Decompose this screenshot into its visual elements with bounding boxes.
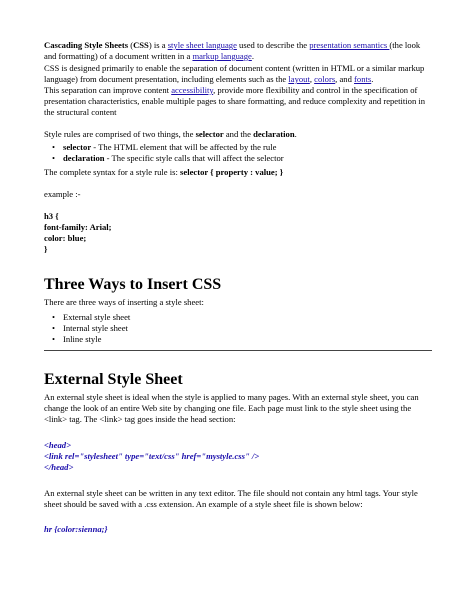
code-line: <link rel="stylesheet" type="text/css" href="mystyle.css" /> [44, 451, 260, 461]
document-page [44, 40, 432, 535]
design-text: CSS is designed primarily to enable the separation of document content (written in HTML or a similar markup language) from document presentation, including elements such as the [44, 63, 425, 84]
example-label: example :- [44, 189, 81, 199]
list-item [44, 153, 432, 164]
design-text: , [309, 74, 315, 84]
separation-paragraph [44, 85, 432, 118]
rules-text: Style rules are comprised of two things, the [44, 129, 196, 139]
list-item-desc: - The HTML element that will be affected by the rule [91, 142, 277, 152]
rules-text: and the [223, 129, 254, 139]
abbr-css: CSS [133, 40, 149, 50]
intro-text: ) is a [148, 40, 168, 50]
link-layout[interactable]: layout [288, 74, 310, 84]
heading-three-ways: Three Ways to Insert CSS [44, 276, 222, 293]
rules-text: . [294, 129, 297, 139]
intro-text: (the look and formatting) of a document written in a [44, 40, 421, 61]
link-presentation-semantics[interactable]: presentation semantics [309, 40, 390, 50]
rules-declaration-term: declaration [253, 129, 295, 139]
code-line: hr {color:sienna;} [44, 524, 108, 534]
code-line: } [44, 244, 48, 254]
design-text: , and [335, 74, 355, 84]
syntax-code: selector { property : value; } [180, 167, 284, 177]
list-item: • Inline style [44, 334, 432, 345]
three-ways-list [44, 312, 432, 345]
syntax-paragraph [44, 167, 432, 178]
list-item-term: selector [63, 142, 92, 152]
list-item-desc: - The specific style calls that will affect the selector [104, 153, 284, 163]
code-line: </head> [44, 462, 74, 472]
rules-list [44, 142, 432, 164]
intro-text: ( [128, 40, 134, 50]
intro-text: . [251, 51, 255, 61]
syntax-text: The complete syntax for a style rule is: [44, 167, 181, 177]
external-paragraph-2: An external style sheet can be written in any text editor. The file should not contain any html tags. Your style sheet should be saved with a .css extension. An example of a style sheet file is shown below: [44, 488, 418, 509]
design-text: . [371, 74, 374, 84]
link-style-sheet-language[interactable]: style sheet language [167, 40, 237, 50]
code-line: color: blue; [44, 233, 87, 243]
list-item: • External style sheet [44, 312, 432, 323]
external-paragraph-1: An external style sheet is ideal when the style is applied to many pages. With an external style sheet, you can change the look of an entire Web site by changing one file. Each page must link to the style sheet using the <link> tag. The <link> tag goes inside the head section: [44, 392, 419, 424]
list-item-term: declaration [63, 153, 105, 163]
list-item: • Internal style sheet [44, 323, 432, 334]
design-paragraph [44, 63, 432, 85]
intro-paragraph [44, 40, 432, 62]
example-code-block [44, 211, 432, 255]
list-item [44, 142, 432, 153]
link-fonts[interactable]: fonts [354, 74, 372, 84]
external-code-block [44, 440, 432, 473]
term-css: Cascading Style Sheets [44, 40, 129, 50]
code-line: h3 { [44, 211, 59, 221]
link-markup-language[interactable]: markup language [192, 51, 252, 61]
link-colors[interactable]: colors [314, 74, 336, 84]
intro-text: used to describe the [236, 40, 310, 50]
link-accessibility[interactable]: accessibility [171, 85, 214, 95]
separation-text: , provide more flexibility and control in the specification of presentation characteristics, enable multiple pages to share formatting, and reduce complexity and repetition in the structural content [44, 85, 426, 117]
rules-selector-term: selector [195, 129, 224, 139]
three-ways-intro: There are three ways of inserting a style sheet: [44, 297, 204, 307]
rules-paragraph [44, 129, 432, 140]
separation-text: This separation can improve content [44, 85, 172, 95]
heading-external-style-sheet: External Style Sheet [44, 371, 183, 388]
code-line: font-family: Arial; [44, 222, 112, 232]
code-line: <head> [44, 440, 71, 450]
